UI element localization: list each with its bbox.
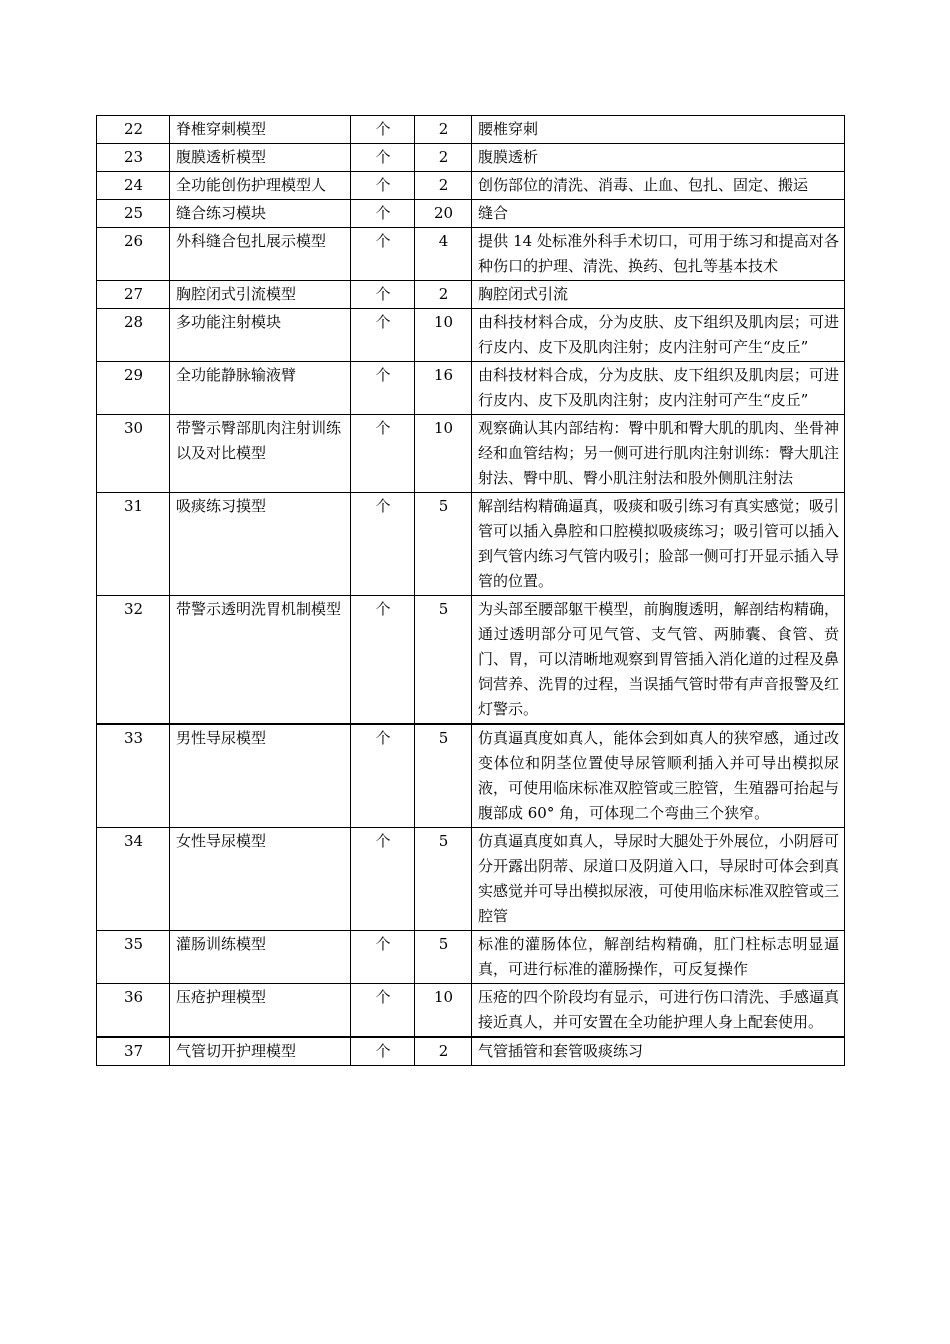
table-row [97, 281, 845, 309]
item-unit: 个 [351, 228, 415, 281]
item-description: 压疮的四个阶段均有显示，可进行伤口清洗、手感逼真接近真人，并可安置在全功能护理人身上配套使用。 [472, 984, 845, 1038]
item-quantity: 2 [415, 281, 472, 309]
table-row [97, 309, 845, 362]
item-description: 腹膜透析 [472, 144, 845, 172]
item-unit: 个 [351, 493, 415, 596]
table-row [97, 596, 845, 725]
item-description: 标准的灌肠体位，解剖结构精确，肛门柱标志明显逼真，可进行标准的灌肠操作，可反复操作 [472, 931, 845, 984]
equipment-table [96, 115, 845, 1066]
item-name: 女性导尿模型 [170, 828, 351, 931]
item-quantity: 5 [415, 596, 472, 725]
row-number: 37 [97, 1037, 170, 1066]
item-unit: 个 [351, 116, 415, 144]
item-description: 提供 14 处标准外科手术切口，可用于练习和提高对各种伤口的护理、清洗、换药、包扎等基本技术 [472, 228, 845, 281]
table-row [97, 362, 845, 415]
item-unit: 个 [351, 828, 415, 931]
item-description: 仿真逼真度如真人，导尿时大腿处于外展位，小阴唇可分开露出阴蒂、尿道口及阴道入口，导尿时可体会到真实感觉并可导出模拟尿液，可使用临床标准双腔管或三腔管 [472, 828, 845, 931]
table-row [97, 200, 845, 228]
row-number: 31 [97, 493, 170, 596]
item-description: 胸腔闭式引流 [472, 281, 845, 309]
item-quantity: 2 [415, 144, 472, 172]
row-number: 23 [97, 144, 170, 172]
item-name: 胸腔闭式引流模型 [170, 281, 351, 309]
item-quantity: 10 [415, 415, 472, 493]
item-quantity: 2 [415, 116, 472, 144]
item-description: 由科技材料合成，分为皮肤、皮下组织及肌肉层；可进行皮内、皮下及肌肉注射；皮内注射可产生“皮丘” [472, 309, 845, 362]
table-row [97, 724, 845, 828]
item-quantity: 2 [415, 1037, 472, 1066]
row-number: 24 [97, 172, 170, 200]
item-name: 气管切开护理模型 [170, 1037, 351, 1066]
row-number: 34 [97, 828, 170, 931]
item-unit: 个 [351, 931, 415, 984]
item-name: 带警示透明洗胃机制模型 [170, 596, 351, 725]
item-unit: 个 [351, 309, 415, 362]
row-number: 32 [97, 596, 170, 725]
item-name: 多功能注射模块 [170, 309, 351, 362]
item-name: 男性导尿模型 [170, 724, 351, 828]
item-quantity: 2 [415, 172, 472, 200]
table-row [97, 144, 845, 172]
table-row [97, 984, 845, 1038]
item-quantity: 10 [415, 309, 472, 362]
item-quantity: 5 [415, 493, 472, 596]
table-row [97, 228, 845, 281]
row-number: 28 [97, 309, 170, 362]
item-name: 脊椎穿刺模型 [170, 116, 351, 144]
row-number: 25 [97, 200, 170, 228]
table-row [97, 415, 845, 493]
row-number: 30 [97, 415, 170, 493]
item-quantity: 4 [415, 228, 472, 281]
item-description: 气管插管和套管吸痰练习 [472, 1037, 845, 1066]
item-unit: 个 [351, 984, 415, 1038]
item-name: 灌肠训练模型 [170, 931, 351, 984]
item-quantity: 5 [415, 828, 472, 931]
item-unit: 个 [351, 200, 415, 228]
table-row [97, 172, 845, 200]
row-number: 26 [97, 228, 170, 281]
item-unit: 个 [351, 362, 415, 415]
row-number: 35 [97, 931, 170, 984]
item-name: 外科缝合包扎展示模型 [170, 228, 351, 281]
item-description: 为头部至腰部躯干模型，前胸腹透明，解剖结构精确，通过透明部分可见气管、支气管、两肺囊、食管、贲门、胃，可以清晰地观察到胃管插入消化道的过程及鼻饲营养、洗胃的过程，当误插气管时带有声音报警及红灯警示。 [472, 596, 845, 725]
item-name: 全功能静脉输液臂 [170, 362, 351, 415]
item-description: 由科技材料合成，分为皮肤、皮下组织及肌肉层；可进行皮内、皮下及肌肉注射；皮内注射可产生“皮丘” [472, 362, 845, 415]
item-unit: 个 [351, 596, 415, 725]
item-unit: 个 [351, 172, 415, 200]
row-number: 29 [97, 362, 170, 415]
item-unit: 个 [351, 144, 415, 172]
table-row [97, 493, 845, 596]
table-row [97, 116, 845, 144]
row-number: 33 [97, 724, 170, 828]
row-number: 22 [97, 116, 170, 144]
table-row [97, 828, 845, 931]
item-unit: 个 [351, 1037, 415, 1066]
item-name: 带警示臀部肌肉注射训练以及对比模型 [170, 415, 351, 493]
item-quantity: 5 [415, 724, 472, 828]
item-description: 观察确认其内部结构：臀中肌和臀大肌的肌肉、坐骨神经和血管结构；另一侧可进行肌肉注射训练：臀大肌注射法、臀中肌、臀小肌注射法和股外侧肌注射法 [472, 415, 845, 493]
item-description: 腰椎穿刺 [472, 116, 845, 144]
table-row [97, 931, 845, 984]
item-quantity: 16 [415, 362, 472, 415]
row-number: 36 [97, 984, 170, 1038]
item-name: 压疮护理模型 [170, 984, 351, 1038]
item-unit: 个 [351, 281, 415, 309]
item-quantity: 5 [415, 931, 472, 984]
item-description: 缝合 [472, 200, 845, 228]
item-quantity: 10 [415, 984, 472, 1038]
item-name: 吸痰练习摸型 [170, 493, 351, 596]
item-quantity: 20 [415, 200, 472, 228]
item-description: 解剖结构精确逼真，吸痰和吸引练习有真实感觉；吸引管可以插入鼻腔和口腔模拟吸痰练习；吸引管可以插入到气管内练习气管内吸引；脸部一侧可打开显示插入导管的位置。 [472, 493, 845, 596]
table-row [97, 1037, 845, 1066]
item-description: 仿真逼真度如真人，能体会到如真人的狭窄感，通过改变体位和阴茎位置使导尿管顺利插入并可导出模拟尿液，可使用临床标准双腔管或三腔管，生殖器可抬起与腹部成 60° 角，可体现二个弯曲三个狭窄。 [472, 724, 845, 828]
item-unit: 个 [351, 415, 415, 493]
item-name: 缝合练习模块 [170, 200, 351, 228]
row-number: 27 [97, 281, 170, 309]
item-name: 全功能创伤护理模型人 [170, 172, 351, 200]
item-name: 腹膜透析模型 [170, 144, 351, 172]
item-description: 创伤部位的清洗、消毒、止血、包扎、固定、搬运 [472, 172, 845, 200]
item-unit: 个 [351, 724, 415, 828]
